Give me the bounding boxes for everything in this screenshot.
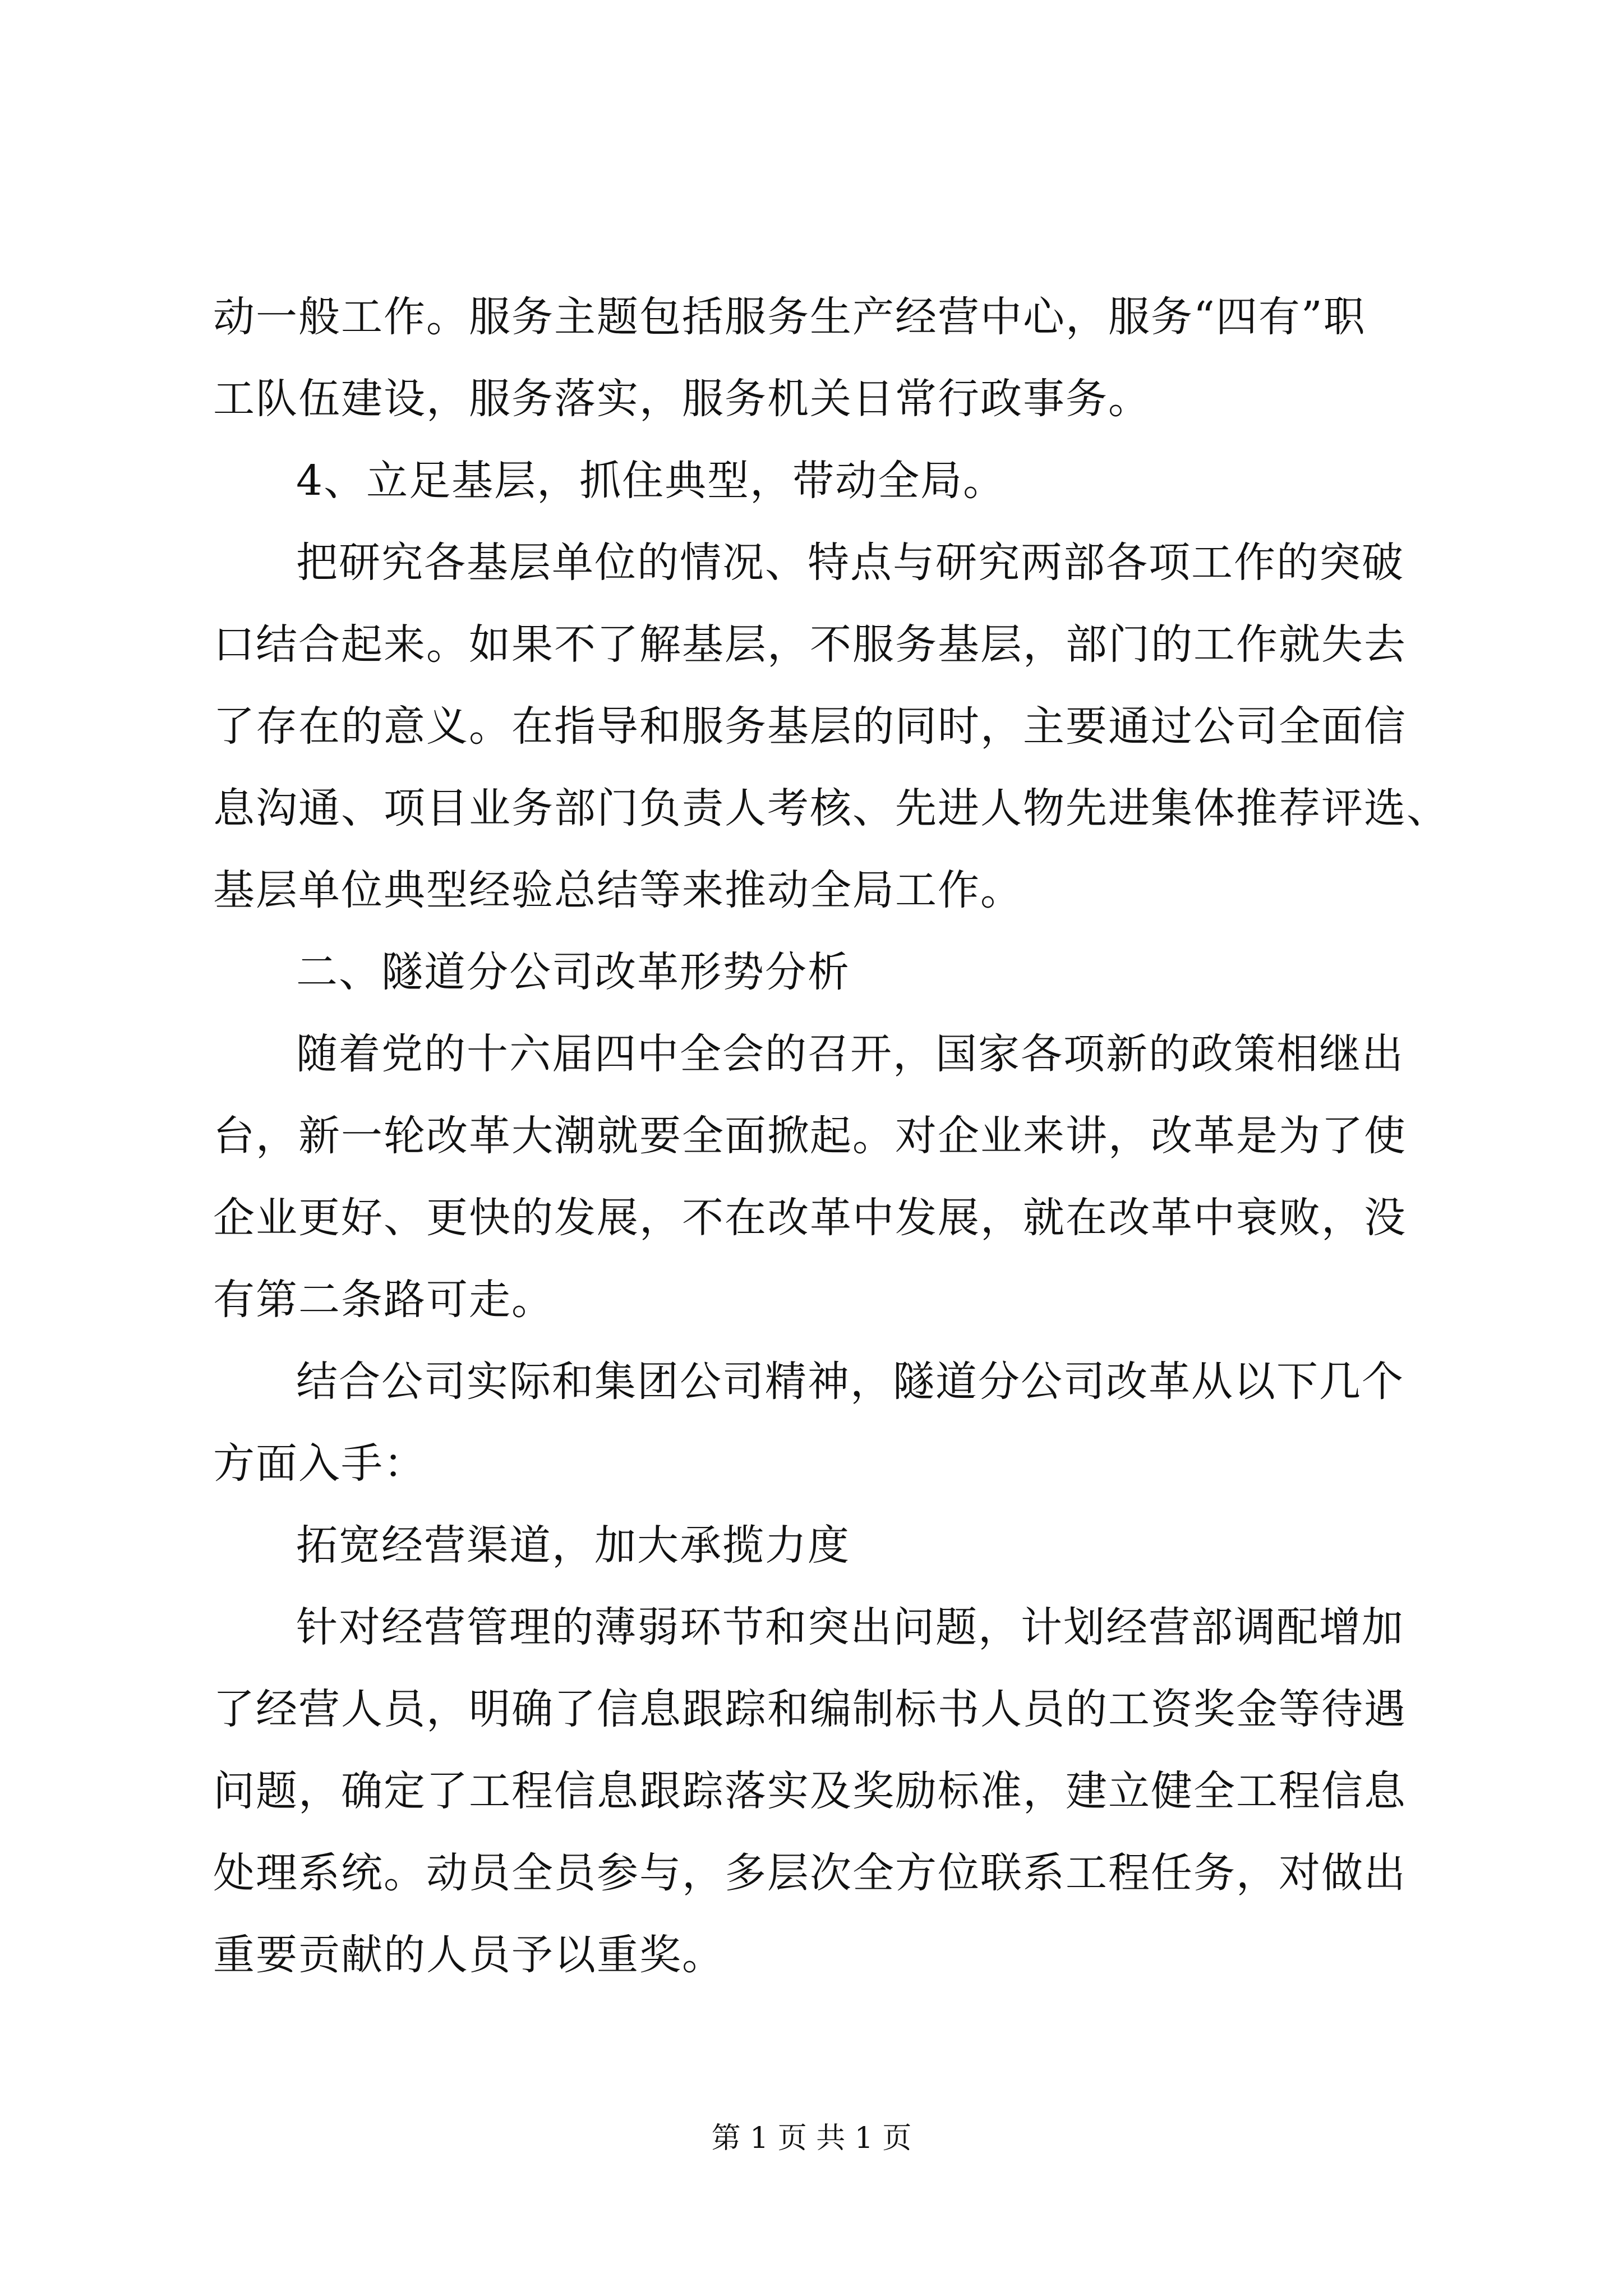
body-line: 把研究各基层单位的情况、特点与研究两部各项工作的突破 <box>296 539 1404 587</box>
body-line: 台，新一轮改革大潮就要全面掀起。对企业来讲，改革是为了使 <box>213 1112 1407 1160</box>
body-line: 基层单位典型经验总结等来推动全局工作。 <box>213 866 1023 914</box>
body-line: 动一般工作。服务主题包括服务生产经营中心，服务“四有”职 <box>213 293 1366 341</box>
body-line: 针对经营管理的薄弱环节和突出问题，计划经营部调配增加 <box>296 1603 1404 1651</box>
body-line: 重要贡献的人员予以重奖。 <box>213 1931 725 1979</box>
page-number-footer: 第 1 页 共 1 页 <box>711 2122 912 2155</box>
body-line: 方面入手： <box>213 1439 426 1488</box>
body-line: 工队伍建设，服务落实，服务机关日常行政事务。 <box>213 375 1151 423</box>
body-line: 问题，确定了工程信息跟踪落实及奖励标准，建立健全工程信息 <box>213 1767 1407 1815</box>
document-body <box>213 293 1449 2016</box>
body-line: 口结合起来。如果不了解基层，不服务基层，部门的工作就失去 <box>213 620 1407 669</box>
body-line: 了存在的意义。在指导和服务基层的同时，主要通过公司全面信 <box>213 702 1407 751</box>
body-line: 结合公司实际和集团公司精神，隧道分公司改革从以下几个 <box>296 1358 1404 1406</box>
section-heading: 二、隧道分公司改革形势分析 <box>296 948 850 996</box>
section-heading: 拓宽经营渠道，加大承揽力度 <box>296 1521 850 1570</box>
body-line: 处理系统。动员全员参与，多层次全方位联系工程任务，对做出 <box>213 1849 1407 1897</box>
body-line: 了经营人员，明确了信息跟踪和编制标书人员的工资奖金等待遇 <box>213 1685 1407 1733</box>
body-line: 息沟通、项目业务部门负责人考核、先进人物先进集体推荐评选、 <box>213 784 1449 832</box>
body-line: 企业更好、更快的发展，不在改革中发展，就在改革中衰败，没 <box>213 1194 1407 1242</box>
section-heading: 4、立足基层，抓住典型，带动全局。 <box>296 457 1006 505</box>
body-line: 随着党的十六届四中全会的召开，国家各项新的政策相继出 <box>296 1030 1404 1078</box>
body-line: 有第二条路可走。 <box>213 1276 554 1324</box>
